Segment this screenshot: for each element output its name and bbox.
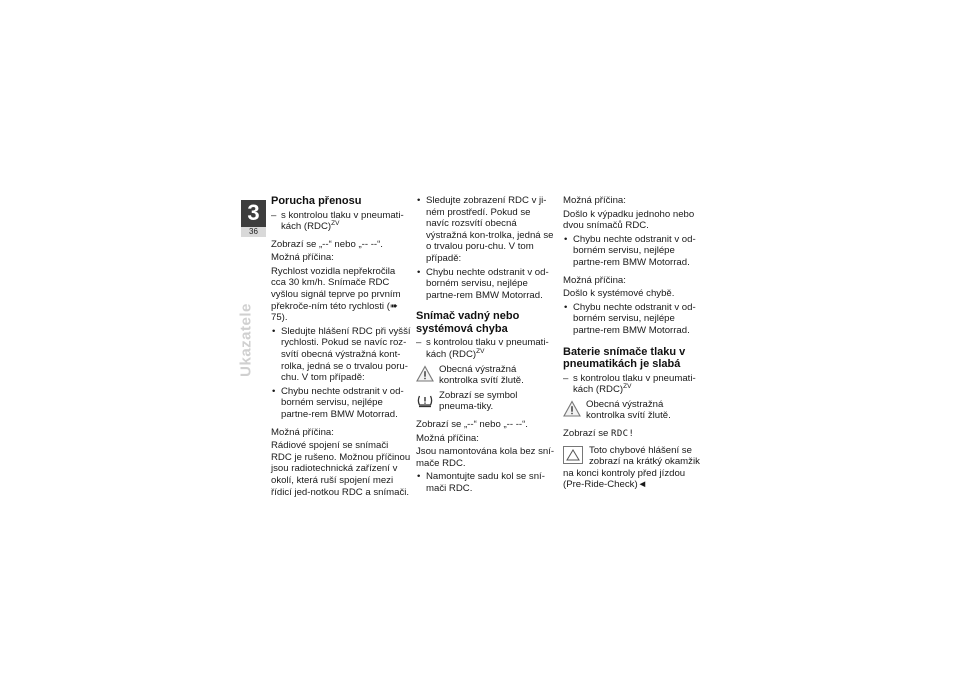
cause-text: Došlo k systémové chybě. xyxy=(563,288,675,300)
column-1 xyxy=(271,195,411,500)
requirement-sup: ZV xyxy=(476,347,485,355)
warning-triangle-icon xyxy=(416,365,434,383)
column-2 xyxy=(416,195,556,496)
display-text xyxy=(563,428,703,441)
requirement-sup: ZV xyxy=(623,382,632,390)
bullet-item: • Chybu nechte odstranit v od-borném servisu, nejlépe partne-rem BMW Motorrad. xyxy=(271,386,411,421)
requirement-item xyxy=(271,210,411,233)
cause-label: Možná příčina: xyxy=(271,252,334,264)
requirement-text: s kontrolou tlaku v pneumati-kách (RDC) xyxy=(573,372,696,396)
column-3 xyxy=(563,195,703,491)
bullet-list xyxy=(563,234,703,269)
cause-label: Možná příčina: xyxy=(416,432,479,444)
bullet-item: • Namontujte sadu kol se sní-mači RDC. xyxy=(416,471,556,494)
cause-label: Možná příčina: xyxy=(563,274,626,286)
requirement-text: s kontrolou tlaku v pneumati-kách (RDC) xyxy=(281,209,404,233)
bullet-item: • Chybu nechte odstranit v od-borném servisu, nejlépe partne-rem BMW Motorrad. xyxy=(563,234,703,269)
heading-battery-low: Baterie snímače tlaku v pneumatikách je slabá xyxy=(563,345,686,371)
bullet-item: • Sledujte zobrazení RDC v ji-ném prostředí. Pokud se navíc rozsvítí obecná výstražná kon-trolka, jedná se o trvalou poru-chu. V tom případě: xyxy=(416,195,556,265)
cause-text: Jsou namontována kola bez sní-mače RDC. xyxy=(416,446,555,469)
requirement-list xyxy=(271,210,411,233)
requirement-item xyxy=(416,337,556,360)
bullet-list xyxy=(563,302,703,337)
heading-transmission-fault: Porucha přenosu xyxy=(271,195,362,207)
bullet-list xyxy=(416,195,556,301)
section-side-label: Ukazatele xyxy=(237,303,255,377)
bullet-item: • Chybu nechte odstranit v od-borném servisu, nejlépe partne-rem BMW Motorrad. xyxy=(563,302,703,337)
warning-text: Obecná výstražná kontrolka svítí žlutě. xyxy=(439,363,524,387)
note-text: Toto chybové hlášení se zobrazí na krátký okamžik na konci kontroly před jízdou (Pre-Ride-Check) xyxy=(563,444,700,491)
page-ref[interactable]: 75). xyxy=(271,312,288,324)
chapter-tab xyxy=(241,200,266,237)
tyre-text: Zobrazí se symbol pneuma-tiky. xyxy=(439,389,518,413)
bullet-list xyxy=(271,326,411,421)
cause-text: Rychlost vozidla nepřekročila cca 30 km/h. Snímače RDC vyšlou signál teprve po prvním překroče-ním této rychlosti (➠ 75). xyxy=(271,265,401,324)
cause-body: Rychlost vozidla nepřekročila cca 30 km/h. Snímače RDC vyšlou signál teprve po prvním překroče-ním této rychlosti xyxy=(271,265,401,312)
requirement-list xyxy=(416,337,556,360)
cause-label: Možná příčina: xyxy=(563,195,626,206)
requirement-sup: ZV xyxy=(331,219,340,227)
tyre-pressure-icon xyxy=(416,391,434,409)
bullet-item: • Chybu nechte odstranit v od-borném servisu, nejlépe partne-rem BMW Motorrad. xyxy=(416,267,556,302)
display-code: RDC! xyxy=(611,428,635,439)
cause-text: Došlo k výpadku jednoho nebo dvou snímačů RDC. xyxy=(563,208,695,232)
bullet-item: • Sledujte hlášení RDC při vyšší rychlosti. Pokud se navíc roz-svítí obecná výstražná kont-rolka, jedná se o trvalou poru-chu. V tom případě: xyxy=(271,326,411,384)
page-number: 36 xyxy=(241,227,266,237)
requirement-text: s kontrolou tlaku v pneumati-kách (RDC) xyxy=(426,337,549,360)
warning-triangle-icon xyxy=(563,400,581,418)
bullet-list xyxy=(416,471,556,494)
chapter-number: 3 xyxy=(247,200,260,225)
info-triangle-icon xyxy=(566,449,580,461)
warning-text: Obecná výstražná kontrolka svítí žlutě. xyxy=(586,398,671,422)
display-text: Zobrazí se „--“ nebo „-- --“. xyxy=(271,238,383,250)
display-prefix: Zobrazí se xyxy=(563,427,609,439)
page-ref-arrow-icon: ➠ xyxy=(389,300,398,312)
warning-row xyxy=(563,399,703,422)
heading-sensor-fault: Snímač vadný nebo systémová chyba xyxy=(416,310,520,335)
requirement-item xyxy=(563,373,703,396)
note-block xyxy=(563,445,703,491)
warning-row xyxy=(416,364,556,387)
cause-text: Rádiové spojení se snímači RDC je rušeno. Možnou příčinou jsou radiotechnická zařízení v okolí, která ruší spojení mezi řídicí jed-notkou RDC a snímači. xyxy=(271,440,411,498)
requirement-list xyxy=(563,373,703,396)
display-text: Zobrazí se „--“ nebo „-- --“. xyxy=(416,418,528,430)
tyre-row xyxy=(416,390,556,413)
cause-label: Možná příčina: xyxy=(271,426,334,438)
note-icon-box xyxy=(563,446,583,464)
end-mark-icon: ◄ xyxy=(637,479,648,491)
